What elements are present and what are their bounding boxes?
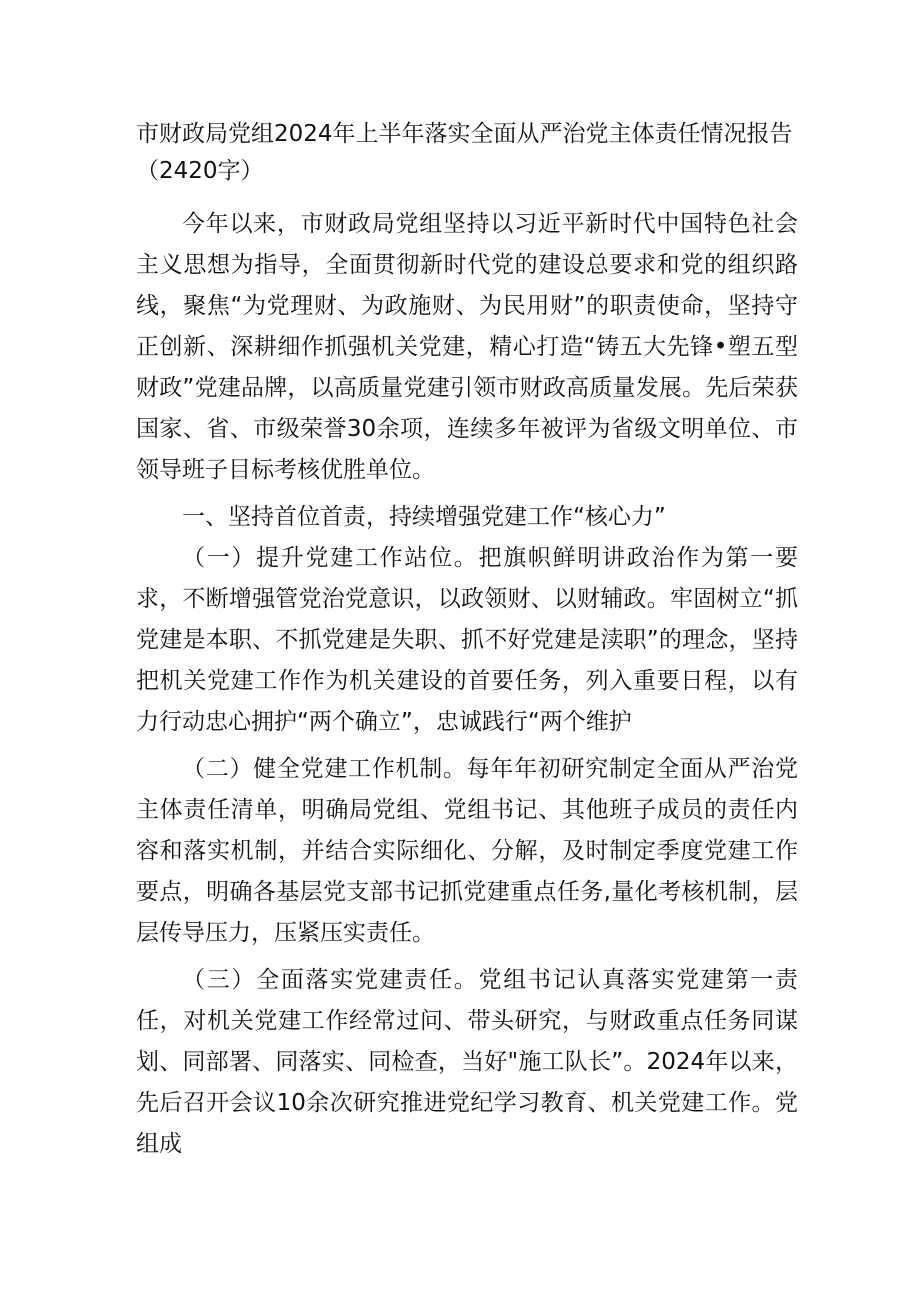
paragraph-1: （一）提升党建工作站位。把旗帜鲜明讲政治作为第一要求，不断增强管党治党意识，以政领财、以财辅政。牢固树立“抓党建是本职、不抓党建是失职、抓不好党建是渎职”的理念，坚持把机关党建工作作为机关建设的首要任务，列入重要日程，以有力行动忠心拥护“两个确立”，忠诚践行“两个维护	[136, 545, 798, 735]
intro-paragraph: 今年以来，市财政局党组坚持以习近平新时代中国特色社会主义思想为指导，全面贯彻新时代党的建设总要求和党的组织路线，聚焦“为党理财、为政施财、为民用财”的职责使命，坚持守正创新、深耕细作抓强机关党建，精心打造“铸五大先锋•塑五型财政”党建品牌，以高质量党建引领市财政高质量发展。先后荣获国家、省、市级荣誉30余项，连续多年被评为省级文明单位、市领导班子目标考核优胜单位。	[136, 211, 798, 483]
section-heading-1: 一、坚持首位首责，持续增强党建工作“核心力”	[182, 504, 666, 530]
document-body	[136, 204, 798, 1165]
paragraph-2: （二）健全党建工作机制。每年年初研究制定全面从严治党主体责任清单，明确局党组、党组书记、其他班子成员的责任内容和落实机制，并结合实际细化、分解，及时制定季度党建工作要点，明确各基层党支部书记抓党建重点任务,量化考核机制，层层传导压力，压紧压实责任。	[136, 756, 798, 946]
document-title: 市财政局党组2024年上半年落实全面从严治党主体责任情况报告（2420字）	[136, 121, 793, 184]
paragraph-3: （三）全面落实党建责任。党组书记认真落实党建第一责任，对机关党建工作经常过问、带头研究，与财政重点任务同谋划、同部署、同落实、同检查，当好"施工队长”。2024年以来，先后召开会议10余次研究推进党纪学习教育、机关党建工作。党组成	[136, 967, 798, 1157]
